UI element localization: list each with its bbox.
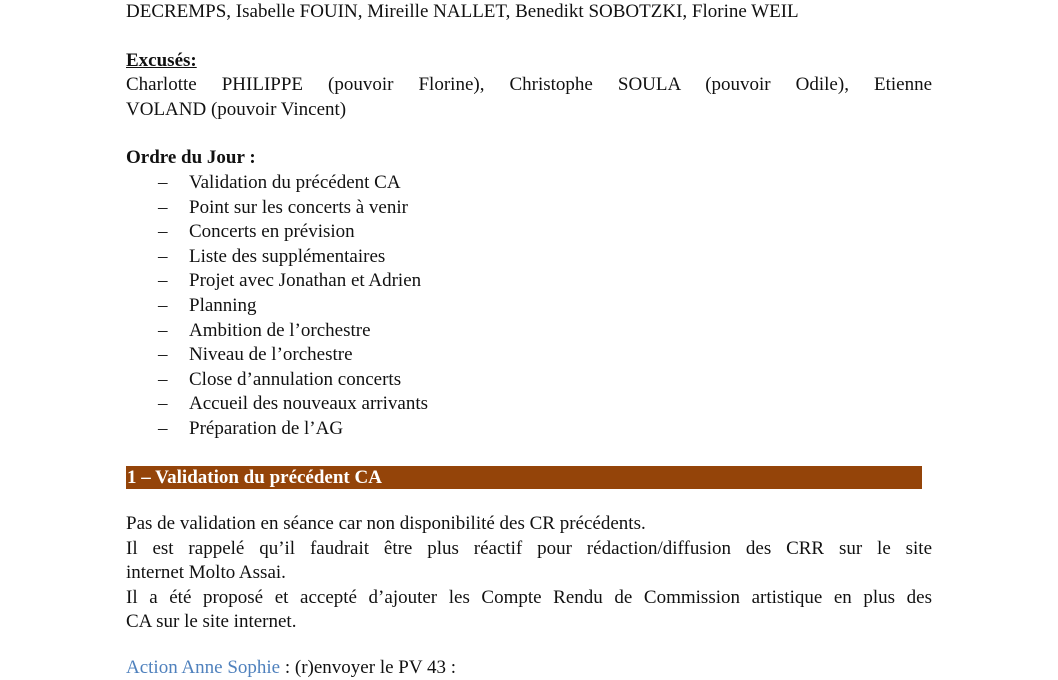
action-text: : (r)envoyer le PV 43 :: [280, 657, 456, 678]
agenda-dash: –: [158, 418, 168, 439]
agenda-dash: –: [158, 368, 168, 390]
section-1-paragraph-3-line-2: CA sur le site internet.: [126, 611, 297, 632]
agenda-item-label: Planning: [189, 295, 257, 316]
agenda-dash: –: [158, 344, 168, 366]
agenda-item-label: Projet avec Jonathan et Adrien: [189, 270, 422, 292]
agenda-item-label: Close d’annulation concerts: [189, 368, 402, 390]
section-1-paragraph-1: Pas de validation en séance car non disponibilité des CR précédents.: [126, 513, 646, 534]
section-1-paragraph-2-line-1: Il est rappelé qu’il faudrait être plus réactif pour rédaction/diffusion des CRR sur le site: [126, 538, 932, 559]
agenda-dash: –: [158, 172, 168, 193]
agenda-item-label: Liste des supplémentaires: [189, 245, 386, 267]
agenda-item-label: Préparation de l’AG: [189, 418, 344, 439]
present-attendees-line: DECREMPS, Isabelle FOUIN, Mireille NALLET, Benedikt SOBOTZKI, Florine WEIL: [126, 1, 799, 22]
agenda-item-label: Validation du précédent CA: [189, 172, 401, 193]
action-label: Action Anne Sophie: [126, 657, 281, 678]
agenda-dash: –: [158, 245, 168, 267]
agenda-item-label: Niveau de l’orchestre: [189, 344, 353, 366]
action-line: [126, 656, 456, 680]
section-1-paragraph-3-line-1: Il a été proposé et accepté d’ajouter les Compte Rendu de Commission artistique en plus des: [126, 587, 932, 608]
section-1-paragraph-2-line-2: internet Molto Assai.: [126, 562, 286, 583]
agenda-title: Ordre du Jour :: [126, 147, 256, 168]
agenda-item-label: Concerts en prévision: [189, 221, 355, 243]
agenda-dash: –: [158, 270, 168, 292]
section-1-header: 1 – Validation du précédent CA: [126, 466, 922, 489]
agenda-item-label: Accueil des nouveaux arrivants: [189, 393, 428, 415]
agenda-dash: –: [158, 196, 168, 218]
agenda-item-label: Point sur les concerts à venir: [189, 196, 408, 218]
agenda-dash: –: [158, 319, 168, 341]
excuses-title: Excusés:: [126, 50, 197, 71]
excuses-line-1: Charlotte PHILIPPE (pouvoir Florine), Christophe SOULA (pouvoir Odile), Etienne: [126, 74, 932, 95]
agenda-dash: –: [158, 295, 168, 316]
agenda-dash: –: [158, 221, 168, 243]
agenda-item-label: Ambition de l’orchestre: [189, 319, 371, 341]
agenda-dash: –: [158, 393, 168, 415]
excuses-line-2: VOLAND (pouvoir Vincent): [126, 99, 347, 120]
